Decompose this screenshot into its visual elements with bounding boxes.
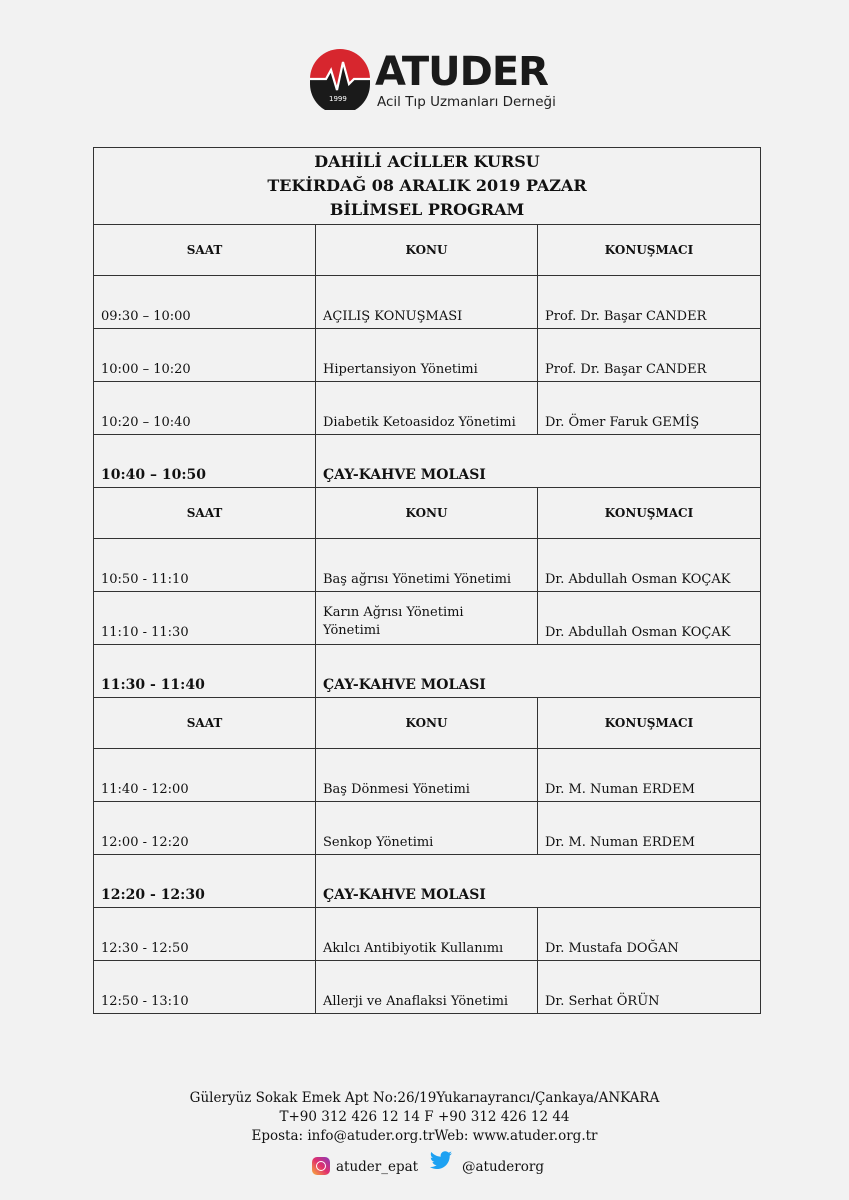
time-cell: 12:30 - 12:50 (94, 908, 316, 961)
topic-cell: Baş Dönmesi Yönetimi (316, 749, 538, 802)
topic-line: Yönetimi (323, 623, 381, 638)
topic-cell (316, 592, 538, 645)
header-konusmaci: KONUŞMACI (538, 698, 761, 749)
topic-cell: Diabetik Ketoasidoz Yönetimi (316, 382, 538, 435)
title-line-course: DAHİLİ ACİLLER KURSU (314, 152, 540, 171)
session-row (94, 908, 761, 961)
footer-contact: Eposta: info@atuder.org.trWeb: www.atuder.org.tr (251, 1128, 598, 1144)
session-row (94, 802, 761, 855)
time-cell: 10:40 – 10:50 (94, 435, 316, 488)
header-saat: SAAT (94, 488, 316, 539)
instagram-icon (312, 1157, 330, 1175)
speaker-cell: Dr. Abdullah Osman KOÇAK (538, 592, 761, 645)
topic-cell: Hipertansiyon Yönetimi (316, 329, 538, 382)
time-cell: 10:50 - 11:10 (94, 539, 316, 592)
topic-line: Karın Ağrısı Yönetimi (323, 605, 464, 620)
time-cell: 09:30 – 10:00 (94, 276, 316, 329)
time-cell: 12:20 - 12:30 (94, 855, 316, 908)
header-konu: KONU (316, 225, 538, 276)
session-row (94, 961, 761, 1014)
session-row (94, 592, 761, 645)
break-row (94, 645, 761, 698)
session-row (94, 749, 761, 802)
break-label: ÇAY-KAHVE MOLASI (316, 855, 761, 908)
time-cell: 10:00 – 10:20 (94, 329, 316, 382)
header-saat: SAAT (94, 225, 316, 276)
title-line-date: TEKİRDAĞ 08 ARALIK 2019 PAZAR (267, 176, 587, 195)
topic-cell: Senkop Yönetimi (316, 802, 538, 855)
title-row (94, 148, 761, 225)
header-konu: KONU (316, 698, 538, 749)
header-row (94, 698, 761, 749)
twitter-icon (429, 1151, 453, 1171)
speaker-cell: Dr. Serhat ÖRÜN (538, 961, 761, 1014)
atuder-logo (309, 48, 556, 118)
header-saat: SAAT (94, 698, 316, 749)
speaker-cell: Prof. Dr. Başar CANDER (538, 329, 761, 382)
logo-year: 1999 (329, 95, 347, 103)
footer-address: Güleryüz Sokak Emek Apt No:26/19Yukarıayrancı/Çankaya/ANKARA (189, 1090, 660, 1106)
session-row (94, 329, 761, 382)
footer (0, 1089, 849, 1146)
header-konu: KONU (316, 488, 538, 539)
topic-cell: Akılcı Antibiyotik Kullanımı (316, 908, 538, 961)
speaker-cell: Dr. Abdullah Osman KOÇAK (538, 539, 761, 592)
time-cell: 12:00 - 12:20 (94, 802, 316, 855)
time-cell: 11:10 - 11:30 (94, 592, 316, 645)
header-konusmaci: KONUŞMACI (538, 488, 761, 539)
speaker-cell: Dr. Ömer Faruk GEMİŞ (538, 382, 761, 435)
footer-phone: T+90 312 426 12 14 F +90 312 426 12 44 (279, 1109, 570, 1125)
break-row (94, 435, 761, 488)
title-line-program: BİLİMSEL PROGRAM (329, 200, 525, 219)
time-cell: 12:50 - 13:10 (94, 961, 316, 1014)
topic-cell: Baş ağrısı Yönetimi Yönetimi (316, 539, 538, 592)
logo-name: ATUDER (375, 49, 548, 95)
speaker-cell: Dr. M. Numan ERDEM (538, 802, 761, 855)
speaker-cell: Dr. Mustafa DOĞAN (538, 908, 761, 961)
time-cell: 11:40 - 12:00 (94, 749, 316, 802)
speaker-cell: Dr. M. Numan ERDEM (538, 749, 761, 802)
time-cell: 10:20 – 10:40 (94, 382, 316, 435)
topic-cell: AÇILIŞ KONUŞMASI (316, 276, 538, 329)
session-row (94, 539, 761, 592)
speaker-cell: Prof. Dr. Başar CANDER (538, 276, 761, 329)
session-row (94, 382, 761, 435)
topic-cell: Allerji ve Anaflaksi Yönetimi (316, 961, 538, 1014)
social-links (312, 1151, 572, 1181)
header-row (94, 225, 761, 276)
instagram-handle: atuder_epat (336, 1159, 419, 1175)
header-konusmaci: KONUŞMACI (538, 225, 761, 276)
header-row (94, 488, 761, 539)
program-title (94, 148, 761, 225)
break-label: ÇAY-KAHVE MOLASI (316, 435, 761, 488)
program-table (93, 147, 761, 1014)
logo-subtitle: Acil Tıp Uzmanları Derneği (377, 94, 556, 110)
break-row (94, 855, 761, 908)
break-label: ÇAY-KAHVE MOLASI (316, 645, 761, 698)
twitter-handle: @atuderorg (462, 1159, 544, 1175)
time-cell: 11:30 - 11:40 (94, 645, 316, 698)
session-row (94, 276, 761, 329)
